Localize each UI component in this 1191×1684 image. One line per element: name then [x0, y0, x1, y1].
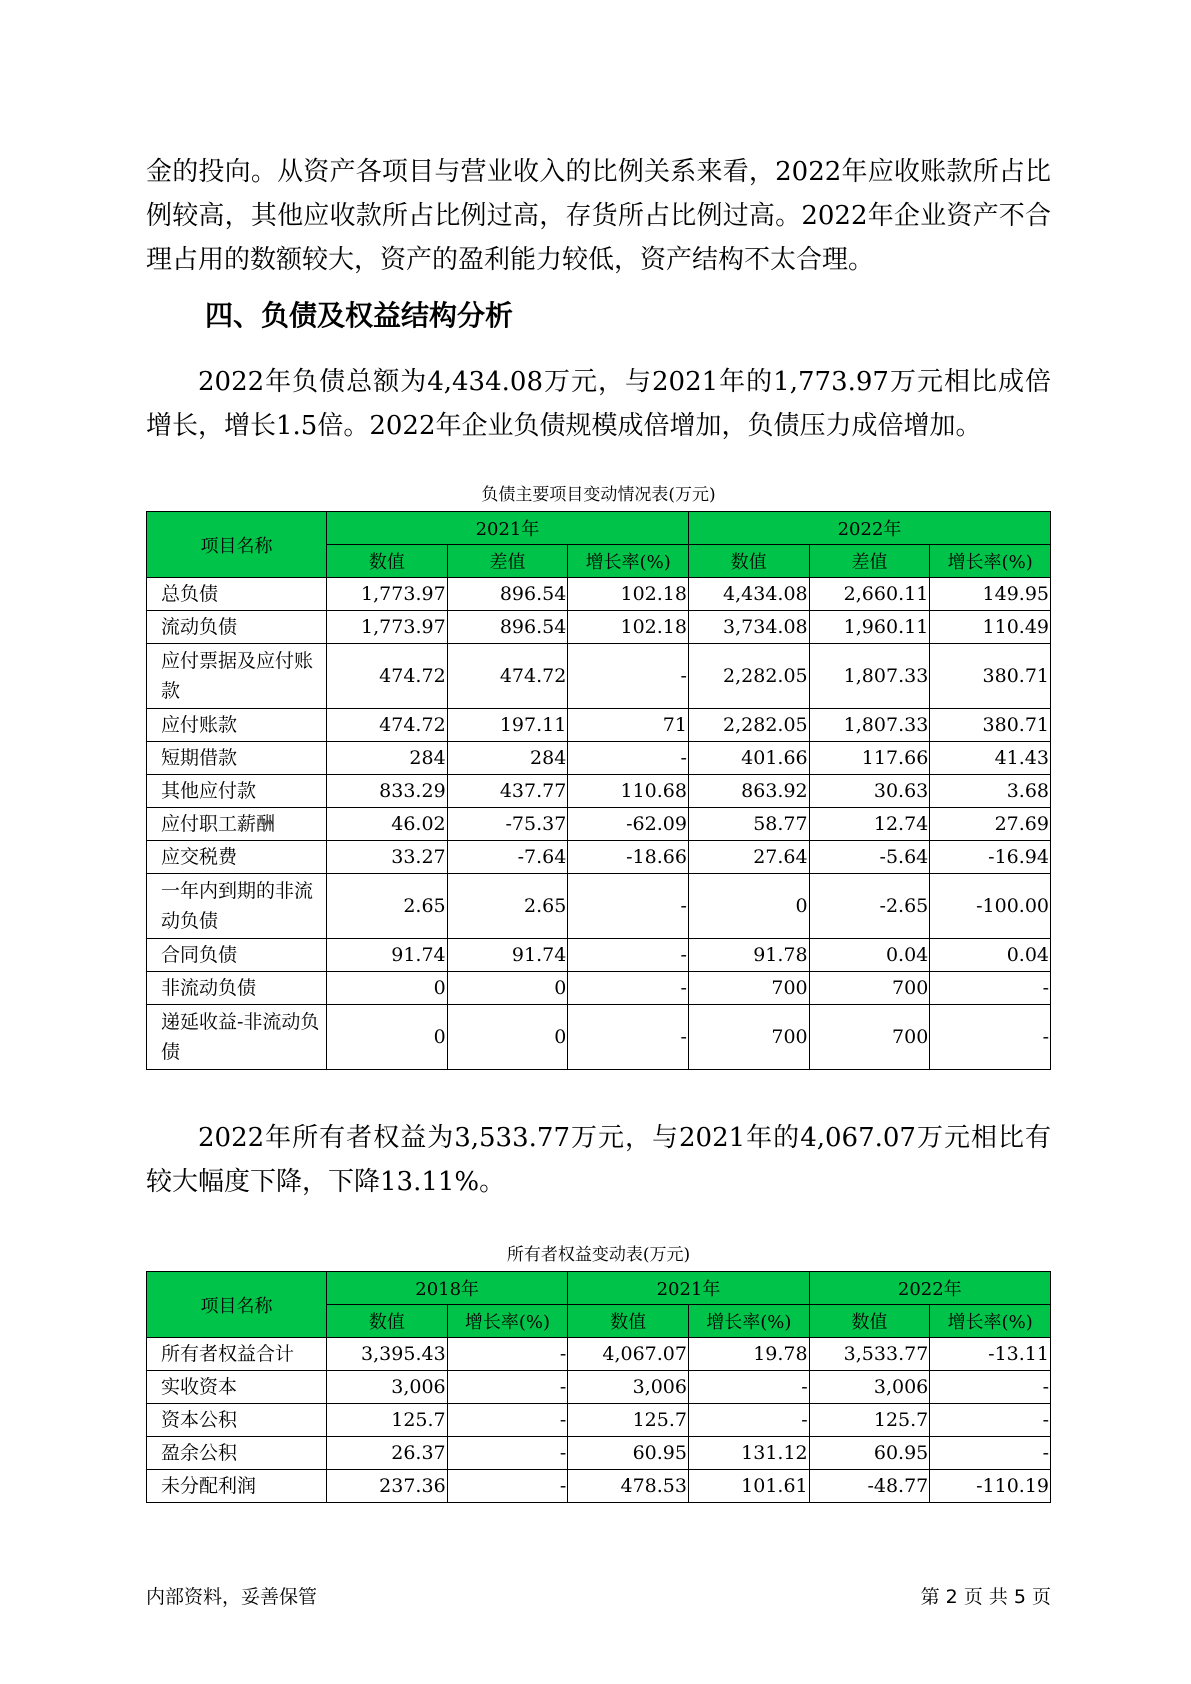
table-cell: 863.92	[688, 775, 809, 808]
table-cell: -	[930, 1437, 1051, 1470]
row-label: 资本公积	[147, 1404, 327, 1437]
sub-header: 增长率(%)	[688, 1305, 809, 1338]
col-header-year: 2022年	[688, 512, 1050, 545]
table-cell: 2,660.11	[809, 578, 930, 611]
table-cell: 27.69	[930, 808, 1051, 841]
row-label: 短期借款	[147, 742, 327, 775]
row-label: 总负债	[147, 578, 327, 611]
table1-caption: 负债主要项目变动情况表(万元)	[481, 485, 716, 505]
table-row	[147, 775, 1051, 808]
table-cell: 58.77	[688, 808, 809, 841]
table-cell: -110.19	[930, 1470, 1051, 1503]
table-row	[147, 1371, 1051, 1404]
table-cell: 700	[809, 972, 930, 1005]
row-label: 递延收益-非流动负债	[147, 1005, 327, 1070]
table-cell: -	[447, 1371, 568, 1404]
liabilities-table	[146, 511, 1051, 1070]
table-cell: 380.71	[930, 709, 1051, 742]
table-cell: 700	[809, 1005, 930, 1070]
table-row	[147, 1404, 1051, 1437]
table-cell: 110.49	[930, 611, 1051, 644]
table-cell: -62.09	[568, 808, 689, 841]
row-label: 应付账款	[147, 709, 327, 742]
paragraph-asset-structure: 金的投向。从资产各项目与营业收入的比例关系来看，2022年应收账款所占比例较高，其他应收款所占比例过高，存货所占比例过高。2022年企业资产不合理占用的数额较大，资产的盈利能力较低，资产结构不太合理。	[146, 157, 1051, 275]
table-cell: -7.64	[447, 841, 568, 874]
table-cell: -	[568, 939, 689, 972]
table-cell: -100.00	[930, 874, 1051, 939]
table-cell: 125.7	[327, 1404, 448, 1437]
table-cell: -	[568, 972, 689, 1005]
table-cell: 2.65	[327, 874, 448, 939]
table-cell: 1,807.33	[809, 709, 930, 742]
table-cell: 3,734.08	[688, 611, 809, 644]
table-cell: -	[688, 1371, 809, 1404]
table-cell: 0	[327, 972, 448, 1005]
row-label: 非流动负债	[147, 972, 327, 1005]
table-cell: 0	[688, 874, 809, 939]
table-cell: 0.04	[930, 939, 1051, 972]
table-cell: -	[447, 1404, 568, 1437]
equity-table-body	[147, 1338, 1051, 1503]
table-row	[147, 939, 1051, 972]
table-cell: 33.27	[327, 841, 448, 874]
table-cell: 71	[568, 709, 689, 742]
table-cell: 474.72	[327, 709, 448, 742]
table-cell: -18.66	[568, 841, 689, 874]
table-cell: -13.11	[930, 1338, 1051, 1371]
row-label: 一年内到期的非流动负债	[147, 874, 327, 939]
table-cell: 474.72	[327, 644, 448, 709]
sub-header: 增长率(%)	[930, 1305, 1051, 1338]
table-cell: 380.71	[930, 644, 1051, 709]
equity-table	[146, 1271, 1051, 1503]
col-header-name: 项目名称	[147, 512, 327, 578]
row-label: 应付职工薪酬	[147, 808, 327, 841]
row-label: 合同负债	[147, 939, 327, 972]
table-cell: -48.77	[809, 1470, 930, 1503]
row-label: 流动负债	[147, 611, 327, 644]
table-cell: -	[447, 1338, 568, 1371]
sub-header: 增长率(%)	[568, 545, 689, 578]
table-row	[147, 1437, 1051, 1470]
row-label: 实收资本	[147, 1371, 327, 1404]
table2-caption: 所有者权益变动表(万元)	[506, 1245, 691, 1265]
table-cell: -	[447, 1437, 568, 1470]
table-cell: -5.64	[809, 841, 930, 874]
footer-confidential: 内部资料，妥善保管	[146, 1586, 318, 1608]
table-cell: 4,434.08	[688, 578, 809, 611]
table-row	[147, 578, 1051, 611]
table-cell: 0	[327, 1005, 448, 1070]
table-cell: -75.37	[447, 808, 568, 841]
table-row	[147, 611, 1051, 644]
sub-header: 数值	[568, 1305, 689, 1338]
table-cell: 700	[688, 972, 809, 1005]
table-cell: 125.7	[568, 1404, 689, 1437]
table-cell: 12.74	[809, 808, 930, 841]
table-cell: 131.12	[688, 1437, 809, 1470]
table-cell: 474.72	[447, 644, 568, 709]
table-cell: -	[568, 1005, 689, 1070]
col-header-year: 2022年	[809, 1272, 1050, 1305]
table-row	[147, 644, 1051, 709]
table-cell: 1,960.11	[809, 611, 930, 644]
table-cell: 27.64	[688, 841, 809, 874]
table-row	[147, 1338, 1051, 1371]
sub-header: 增长率(%)	[930, 545, 1051, 578]
table-cell: -2.65	[809, 874, 930, 939]
table-row	[147, 1005, 1051, 1070]
table-row	[147, 972, 1051, 1005]
row-label: 其他应付款	[147, 775, 327, 808]
table-cell: 110.68	[568, 775, 689, 808]
table-cell: -	[568, 644, 689, 709]
col-header-name: 项目名称	[147, 1272, 327, 1338]
table-cell: 1,807.33	[809, 644, 930, 709]
col-header-year: 2021年	[568, 1272, 809, 1305]
col-header-year: 2021年	[327, 512, 689, 545]
row-label: 所有者权益合计	[147, 1338, 327, 1371]
paragraph-equity: 2022年所有者权益为3,533.77万元，与2021年的4,067.07万元相比有较大幅度下降，下降13.11%。	[146, 1123, 1051, 1197]
table-cell: 102.18	[568, 578, 689, 611]
table-cell: -	[930, 972, 1051, 1005]
table-cell: -	[930, 1404, 1051, 1437]
row-label: 未分配利润	[147, 1470, 327, 1503]
footer-page-number: 第 2 页 共 5 页	[920, 1586, 1051, 1608]
table-cell: 4,067.07	[568, 1338, 689, 1371]
col-header-year: 2018年	[327, 1272, 568, 1305]
table-cell: 833.29	[327, 775, 448, 808]
table-cell: 125.7	[809, 1404, 930, 1437]
section-heading: 四、负债及权益结构分析	[205, 299, 514, 332]
sub-header: 数值	[809, 1305, 930, 1338]
table-cell: -	[447, 1470, 568, 1503]
table-cell: 896.54	[447, 578, 568, 611]
table-cell: 60.95	[809, 1437, 930, 1470]
table-cell: 437.77	[447, 775, 568, 808]
liabilities-table-body	[147, 578, 1051, 1070]
table-row	[147, 808, 1051, 841]
table-cell: 1,773.97	[327, 578, 448, 611]
table-cell: 2,282.05	[688, 644, 809, 709]
table-cell: 2,282.05	[688, 709, 809, 742]
sub-header: 数值	[327, 545, 448, 578]
row-label: 应付票据及应付账款	[147, 644, 327, 709]
sub-header: 数值	[688, 545, 809, 578]
table-row	[147, 1470, 1051, 1503]
sub-header: 数值	[327, 1305, 448, 1338]
table-cell: 3.68	[930, 775, 1051, 808]
table-cell: 91.74	[327, 939, 448, 972]
table-cell: 1,773.97	[327, 611, 448, 644]
table-cell: 149.95	[930, 578, 1051, 611]
table-cell: 3,006	[327, 1371, 448, 1404]
table-cell: 101.61	[688, 1470, 809, 1503]
table-cell: 117.66	[809, 742, 930, 775]
row-label: 应交税费	[147, 841, 327, 874]
table-cell: 2.65	[447, 874, 568, 939]
table-cell: 26.37	[327, 1437, 448, 1470]
table-cell: 284	[447, 742, 568, 775]
table-row	[147, 874, 1051, 939]
sub-header: 差值	[447, 545, 568, 578]
table-cell: -	[930, 1005, 1051, 1070]
sub-header: 增长率(%)	[447, 1305, 568, 1338]
row-label: 盈余公积	[147, 1437, 327, 1470]
table-row	[147, 742, 1051, 775]
table-cell: 41.43	[930, 742, 1051, 775]
table-cell: 0	[447, 1005, 568, 1070]
table-cell: 3,006	[568, 1371, 689, 1404]
table-cell: 0.04	[809, 939, 930, 972]
table-cell: 237.36	[327, 1470, 448, 1503]
table-cell: 19.78	[688, 1338, 809, 1371]
table-cell: 60.95	[568, 1437, 689, 1470]
table-cell: 3,533.77	[809, 1338, 930, 1371]
table-cell: 284	[327, 742, 448, 775]
table-row	[147, 841, 1051, 874]
table-cell: -	[688, 1404, 809, 1437]
table-cell: -	[930, 1371, 1051, 1404]
table-row	[147, 709, 1051, 742]
table-cell: 3,006	[809, 1371, 930, 1404]
table-cell: 3,395.43	[327, 1338, 448, 1371]
table-cell: 30.63	[809, 775, 930, 808]
table-cell: 700	[688, 1005, 809, 1070]
table-cell: 0	[447, 972, 568, 1005]
table-cell: 102.18	[568, 611, 689, 644]
table-cell: -	[568, 742, 689, 775]
paragraph-liabilities: 2022年负债总额为4,434.08万元，与2021年的1,773.97万元相比成倍增长，增长1.5倍。2022年企业负债规模成倍增加，负债压力成倍增加。	[146, 367, 1051, 441]
table-cell: 91.74	[447, 939, 568, 972]
sub-header: 差值	[809, 545, 930, 578]
table-cell: 478.53	[568, 1470, 689, 1503]
table-cell: -	[568, 874, 689, 939]
table-cell: 197.11	[447, 709, 568, 742]
table-cell: 401.66	[688, 742, 809, 775]
table-cell: -16.94	[930, 841, 1051, 874]
table-cell: 896.54	[447, 611, 568, 644]
table-cell: 46.02	[327, 808, 448, 841]
table-cell: 91.78	[688, 939, 809, 972]
